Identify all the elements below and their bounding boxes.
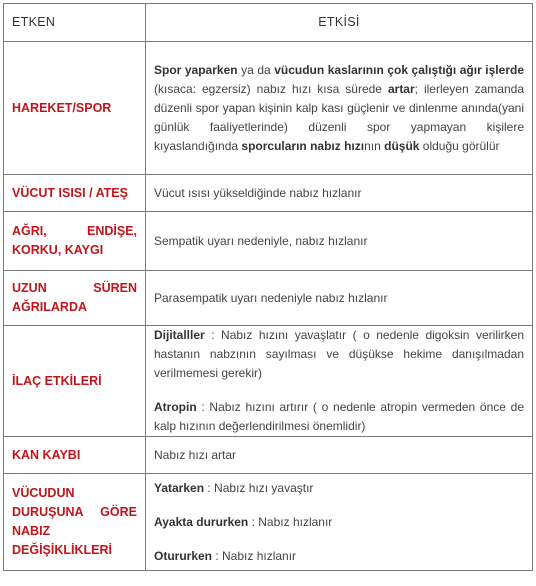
effect-text: nın (364, 138, 385, 153)
drug-effect: : Nabız hızını artırır ( o nedenle atropin vermeden önce de kalp hızının değerlendirilmesi önemlidir) (154, 400, 524, 433)
effect-cell (146, 474, 533, 571)
table-row (4, 474, 533, 571)
effect-bold: vücudun kaslarının çok çalıştığı ağır işlerde (274, 62, 524, 77)
effect-cell (146, 42, 533, 175)
pulse-factors-table (3, 3, 533, 571)
effect-bold: sporcuların nabız hızı (241, 138, 365, 153)
effect-text: ; ilerleyen zamanda düzenli spor yapan kişinin kalp kası güçlenir ve dinlenme anında(yani günlük faaliyetlerinde) düzenli spor yapmayan kişilere kıyaslandığında (154, 81, 525, 153)
factor-cell: UZUN SÜREN AĞRILARDA (4, 271, 146, 326)
header-effect: ETKİSİ (146, 4, 533, 42)
factor-cell: VÜCUT ISISI / ATEŞ (4, 175, 146, 212)
posture-effect: : Nabız hızı yavaştır (204, 480, 314, 495)
drug-atropine-para (154, 398, 524, 436)
table-row (4, 326, 533, 437)
effect-text: olduğu görülür (419, 138, 500, 153)
effect-bold: artar (387, 81, 415, 96)
drug-name: Dijitalller (154, 328, 205, 342)
factor-cell: HAREKET/SPOR (4, 42, 146, 175)
effect-bold: düşük (384, 138, 420, 153)
effect-cell: Sempatik uyarı nedeniyle, nabız hızlanır (146, 212, 533, 271)
table-row (4, 271, 533, 326)
posture-effect: : Nabız hızlanır (248, 514, 333, 529)
drug-effect: : Nabız hızını yavaşlatır ( o nedenle digoksin verilirken hastanın nabzının sayılması ve düşükse hekime danışılmadan verilmemesi gerekir) (154, 328, 524, 380)
factor-cell: VÜCUDUN DURUŞUNA GÖRE NABIZ DEĞİŞİKLİKLERİ (4, 474, 146, 571)
posture-effect: : Nabız hızlanır (212, 548, 297, 563)
header-factor: ETKEN (4, 4, 146, 42)
table-row (4, 175, 533, 212)
effect-bold: Spor yaparken (154, 62, 238, 77)
posture-name: Yatarken (154, 480, 205, 495)
effect-cell (146, 326, 533, 437)
posture-name: Ayakta dururken (154, 514, 249, 529)
posture-sitting (154, 547, 524, 566)
posture-name: Otururken (154, 548, 213, 563)
factor-cell: KAN KAYBI (4, 437, 146, 474)
effect-text: (kısaca: egzersiz) nabız hızı kısa sürede (154, 81, 388, 96)
drug-name: Atropin (154, 400, 197, 414)
table-row (4, 42, 533, 175)
factor-cell: AĞRI, ENDİŞE, KORKU, KAYGI (4, 212, 146, 271)
posture-standing (154, 513, 524, 532)
drug-digital-para (154, 326, 524, 383)
effect-cell: Nabız hızı artar (146, 437, 533, 474)
table-row (4, 212, 533, 271)
posture-lying (154, 479, 524, 498)
factor-cell: İLAÇ ETKİLERİ (4, 326, 146, 437)
effect-cell: Vücut ısısı yükseldiğinde nabız hızlanır (146, 175, 533, 212)
table-header-row (4, 4, 533, 42)
table-row (4, 437, 533, 474)
effect-text: ya da (237, 62, 275, 77)
effect-cell: Parasempatik uyarı nedeniyle nabız hızlanır (146, 271, 533, 326)
